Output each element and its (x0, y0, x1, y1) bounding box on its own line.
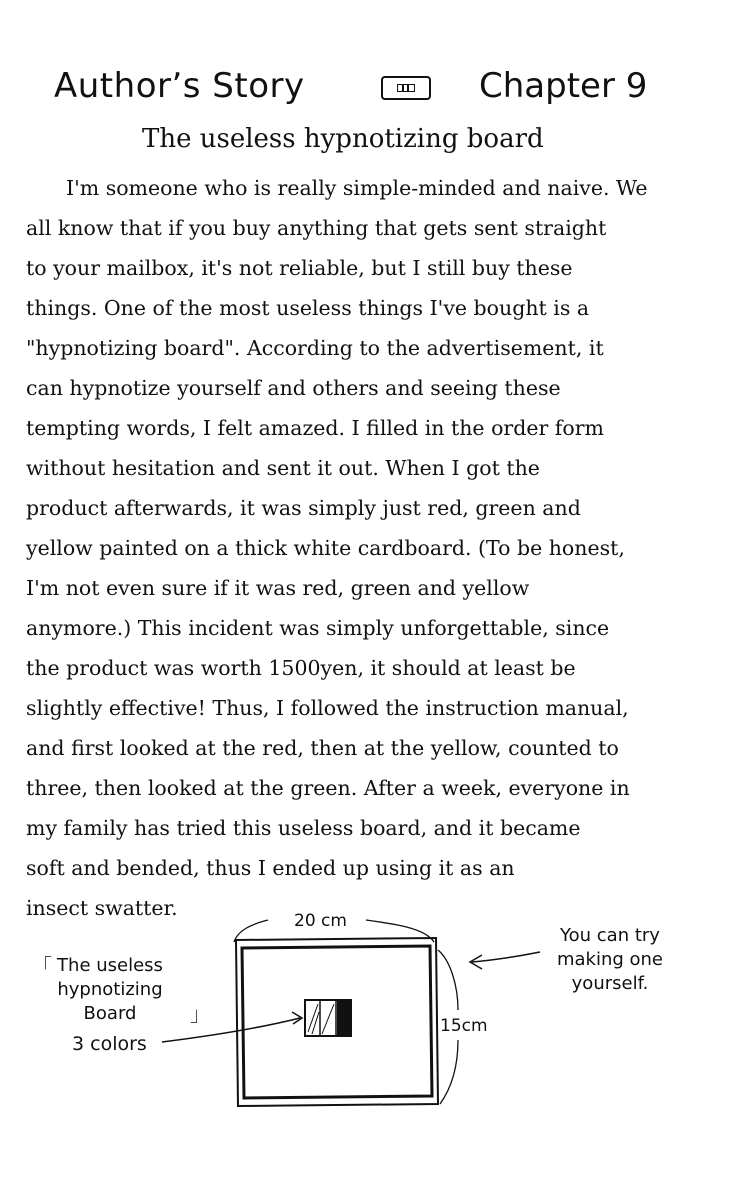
paragraph-line: anymore.) This incident was simply unforgettable, since (26, 616, 610, 640)
paragraph-line: things. One of the most useless things I've bought is a (26, 296, 590, 320)
note-arrow (472, 952, 540, 962)
width-dimension-arc-left (234, 920, 268, 942)
note-line: yourself. (571, 973, 649, 994)
paragraph-line: product afterwards, it was simply just red, green and (26, 496, 581, 520)
paragraph-line: yellow painted on a thick white cardboard. (To be honest, (26, 536, 625, 560)
paragraph-line: the product was worth 1500yen, it should at least be (26, 656, 576, 680)
paragraph-line: tempting words, I felt amazed. I filled in the order form (26, 416, 604, 440)
caption-line: The useless (57, 955, 163, 976)
try-note (540, 924, 680, 996)
paragraph-line: I'm someone who is really simple-minded and naive. We (66, 176, 648, 200)
paragraph-line: and first looked at the red, then at the yellow, counted to (26, 736, 619, 760)
paragraph-line: can hypnotize yourself and others and seeing these (26, 376, 561, 400)
paragraph-line: soft and bended, thus I ended up using it as an (26, 856, 515, 880)
caption-line: hypnotizing (57, 979, 163, 1000)
bracket-close: 」 (190, 1002, 210, 1026)
header-chapter: Chapter 9 (479, 66, 648, 106)
paragraph-line: insect swatter. (26, 896, 178, 920)
colors-label: 3 colors (72, 1033, 147, 1055)
note-line: You can try (560, 925, 660, 946)
page-subtitle: The useless hypnotizing board (142, 124, 544, 154)
paragraph-line: without hesitation and sent it out. When I got the (26, 456, 540, 480)
note-line: making one (556, 949, 664, 970)
paragraph-line: I'm not even sure if it was red, green and yellow (26, 576, 530, 600)
header-title-left: Author’s Story (54, 66, 305, 106)
paragraph-line: all know that if you buy anything that gets sent straight (26, 216, 607, 240)
height-dimension-arc (438, 950, 458, 1010)
paragraph-line: three, then looked at the green. After a week, everyone in (26, 776, 630, 800)
width-label: 20 cm (294, 911, 347, 931)
paragraph-line: my family has tried this useless board, and it became (26, 816, 581, 840)
height-dimension-arc-lower (440, 1040, 458, 1104)
caption-line: Board (83, 1003, 137, 1024)
paragraph-line: "hypnotizing board". According to the advertisement, it (26, 336, 604, 360)
paragraph-line: slightly effective! Thus, I followed the instruction manual, (26, 696, 629, 720)
board-caption (30, 954, 210, 1026)
height-label: 15cm (440, 1016, 488, 1036)
bracket-open: 「 (32, 954, 52, 978)
paragraph-line: to your mailbox, it's not reliable, but I still buy these (26, 256, 573, 280)
